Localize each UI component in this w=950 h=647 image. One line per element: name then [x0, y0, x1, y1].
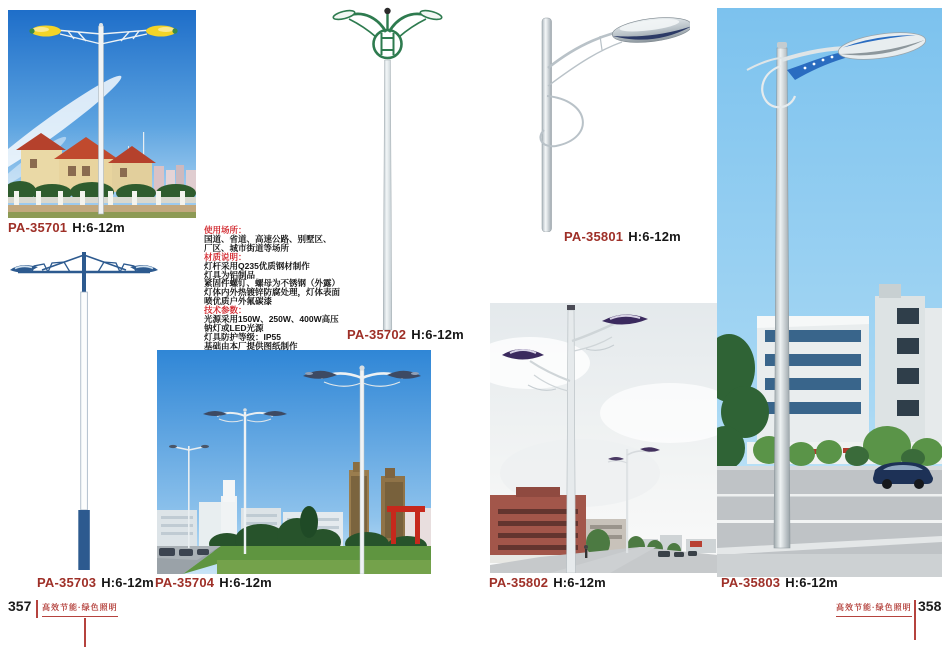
product-photo-pa35704 [157, 350, 431, 574]
product-height: H:6-12m [628, 229, 681, 244]
spec-material-header: 材质说明： [204, 251, 247, 262]
product-code: PA-35801 [564, 229, 624, 244]
product-drawing-pa35702 [330, 4, 465, 330]
product-height: H:6-12m [219, 575, 272, 590]
green-double-arm-lamp-illustration [330, 4, 465, 330]
product-height: H:6-12m [553, 575, 606, 590]
product-photo-pa35803 [717, 8, 942, 577]
product-height: H:6-12m [785, 575, 838, 590]
spec-line: 光源采用150W、250W、400W高压 [204, 314, 339, 325]
spec-line: 厂区、城市街道等场所 [204, 242, 290, 253]
product-code: PA-35703 [37, 575, 97, 590]
product-label-pa35704 [155, 575, 272, 590]
spec-line: 灯杆采用Q235优质钢材制作 [204, 260, 310, 271]
spec-usage-header: 使用场所： [204, 225, 247, 235]
product-label-pa35701 [8, 220, 125, 235]
street-scene-yellow-double-lamp [8, 10, 196, 218]
product-label-pa35703 [37, 575, 154, 590]
avenue-scene-double-wing-lamps [157, 350, 431, 574]
product-code: PA-35802 [489, 575, 549, 590]
product-height: H:6-12m [101, 575, 154, 590]
product-label-pa35802 [489, 575, 606, 590]
footer-slogan-right: 高效节能·绿色照明 [836, 602, 912, 617]
lamp-head [611, 14, 690, 47]
footer-divider-right [914, 600, 916, 640]
product-code: PA-35702 [347, 327, 407, 342]
product-label-pa35801 [564, 229, 681, 244]
spec-line: 国道、省道、高速公路、别墅区、 [204, 233, 332, 244]
page-number-left: 357 [8, 598, 32, 614]
footer-divider-left [36, 600, 38, 618]
spec-text-block [204, 226, 344, 351]
spec-line: 喷优质户外氟碳漆 [204, 296, 273, 307]
product-code: PA-35704 [155, 575, 215, 590]
product-height: H:6-12m [72, 220, 125, 235]
footer-slogan-left: 高效节能·绿色照明 [42, 602, 118, 617]
tall-pole-street-scene [717, 8, 942, 577]
blue-truss-arm-lamp-illustration [8, 250, 160, 572]
product-label-pa35702 [347, 327, 464, 342]
footer-mark-left [84, 618, 86, 647]
street-scene-staggered-arm-lamp [490, 303, 718, 573]
spec-line: 钠灯或LED光源 [204, 322, 264, 333]
spec-line: 灯具防护等级：IP55 [204, 331, 281, 342]
product-drawing-pa35703 [8, 250, 160, 572]
page-number-right: 358 [918, 598, 942, 614]
product-code: PA-35701 [8, 220, 68, 235]
spec-line: 紧固件螺钉、螺母为不锈钢（外露） [204, 278, 341, 289]
product-height: H:6-12m [411, 327, 464, 342]
product-drawing-pa35801 [500, 6, 690, 232]
spec-line: 灯体内外热镀锌防腐处理，灯体表面 [204, 287, 341, 298]
spec-tech-header: 技术参数： [204, 305, 247, 316]
spec-line: 基础由本厂提供图纸制作 [204, 340, 298, 351]
single-arm-lamp-illustration [500, 6, 690, 232]
product-photo-pa35701 [8, 10, 196, 218]
product-photo-pa35802 [490, 303, 718, 573]
spec-line: 灯具为铝制品 [204, 269, 256, 280]
product-code: PA-35803 [721, 575, 781, 590]
product-label-pa35803 [721, 575, 838, 590]
